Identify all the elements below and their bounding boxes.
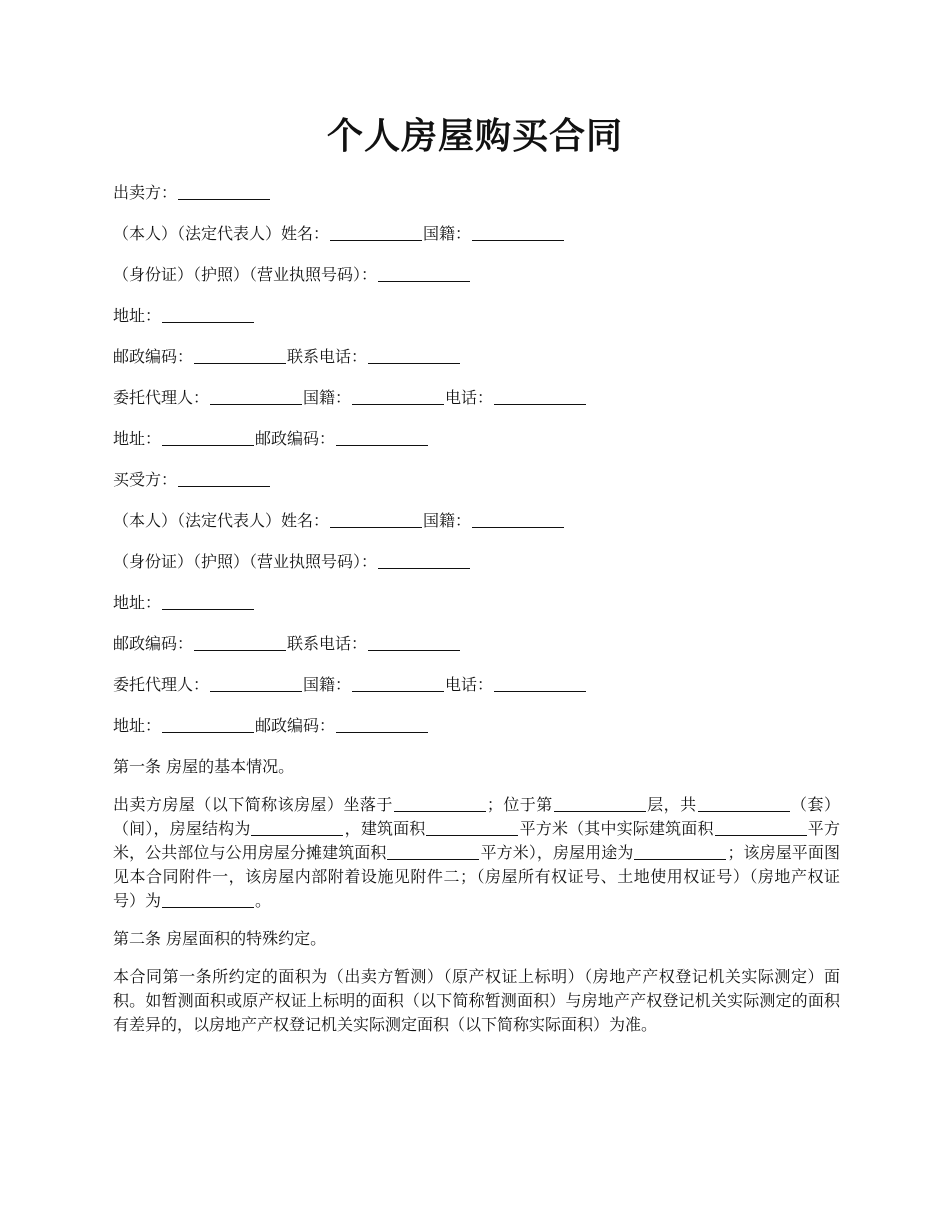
seller-address-blank (162, 306, 254, 323)
article-1-area-blank (426, 819, 518, 836)
buyer-nationality-blank (472, 511, 564, 528)
seller-agent-line (113, 383, 840, 413)
article-1-structure-blank (251, 819, 343, 836)
article-1-text-3: 层，共 (646, 795, 697, 814)
buyer-name-blank (330, 511, 422, 528)
buyer-nationality-label: 国籍： (423, 511, 472, 530)
seller-phone-blank (368, 347, 460, 364)
contract-body (113, 178, 840, 1048)
article-1-text-7: 平方米，公共部位与公用房屋分摊建筑面积 (113, 819, 840, 862)
buyer-party-line (113, 465, 840, 495)
seller-agent-postcode-label: 邮政编码： (255, 429, 336, 448)
buyer-id-label: （身份证）（护照）（营业执照号码）： (113, 552, 378, 571)
seller-agent-postcode-blank (336, 429, 428, 446)
seller-party-label: 出卖方： (113, 183, 178, 202)
seller-name-blank (330, 224, 422, 241)
article-1-actual-area-blank (715, 819, 807, 836)
seller-agent-nationality-blank (352, 388, 444, 405)
seller-agent-address-blank (162, 429, 254, 446)
seller-agent-label: 委托代理人： (113, 388, 210, 407)
article-1-floor-blank (554, 795, 646, 812)
article-1-text-4: （套）（间），房屋结构为 (113, 795, 840, 838)
seller-name-line (113, 219, 840, 249)
buyer-name-line (113, 506, 840, 536)
article-1-total-blank (698, 795, 790, 812)
buyer-agent-phone-label: 电话： (445, 675, 494, 694)
article-1-usage-blank (634, 843, 726, 860)
seller-id-blank (378, 265, 470, 282)
buyer-id-blank (378, 552, 470, 569)
seller-name-label: （本人）（法定代表人）姓名： (113, 224, 330, 243)
article-1-text-1: 出卖方房屋（以下简称该房屋）坐落于 (113, 795, 393, 814)
article-1-text-10: 。 (255, 891, 272, 910)
buyer-agent-label: 委托代理人： (113, 675, 210, 694)
seller-agent-nationality-label: 国籍： (303, 388, 352, 407)
buyer-postcode-label: 邮政编码： (113, 634, 194, 653)
buyer-address-line (113, 588, 840, 618)
buyer-agent-postcode-blank (336, 716, 428, 733)
article-1-shared-area-blank (387, 843, 479, 860)
article-1-location-blank (394, 795, 486, 812)
article-1-text-6: 平方米（其中实际建筑面积 (519, 819, 714, 838)
seller-nationality-blank (472, 224, 564, 241)
buyer-agent-blank (210, 675, 302, 692)
buyer-address-label: 地址： (113, 593, 162, 612)
buyer-phone-label: 联系电话： (287, 634, 368, 653)
seller-address-label: 地址： (113, 306, 162, 325)
buyer-agent-address-line (113, 711, 840, 741)
buyer-agent-address-label: 地址： (113, 716, 162, 735)
buyer-party-label: 买受方： (113, 470, 178, 489)
seller-agent-blank (210, 388, 302, 405)
seller-agent-phone-blank (494, 388, 586, 405)
buyer-agent-nationality-blank (352, 675, 444, 692)
buyer-party-blank (178, 470, 270, 487)
buyer-agent-nationality-label: 国籍： (303, 675, 352, 694)
buyer-postcode-line (113, 629, 840, 659)
article-2-body: 本合同第一条所约定的面积为（出卖方暂测）（原产权证上标明）（房地产产权登记机关实际测定）面积。如暂测面积或原产权证上标明的面积（以下简称暂测面积）与房地产产权登记机关实际测定的面积有差异的，以房地产产权登记机关实际测定面积（以下简称实际面积）为准。 (113, 967, 840, 1034)
buyer-agent-postcode-label: 邮政编码： (255, 716, 336, 735)
seller-agent-address-label: 地址： (113, 429, 162, 448)
buyer-id-line (113, 547, 840, 577)
seller-postcode-blank (194, 347, 286, 364)
seller-id-line (113, 260, 840, 290)
article-1-heading: 第一条 房屋的基本情况。 (113, 757, 295, 776)
buyer-postcode-blank (194, 634, 286, 651)
seller-postcode-label: 邮政编码： (113, 347, 194, 366)
seller-party-blank (178, 183, 270, 200)
buyer-address-blank (162, 593, 254, 610)
article-1-text-2: ；位于第 (486, 795, 553, 814)
seller-phone-label: 联系电话： (287, 347, 368, 366)
buyer-agent-phone-blank (494, 675, 586, 692)
document-title: 个人房屋购买合同 (326, 115, 623, 157)
article-1-text-5: ，建筑面积 (344, 819, 426, 838)
article-1-body (113, 793, 840, 913)
seller-address-line (113, 301, 840, 331)
article-1-certificate-blank (162, 891, 254, 908)
buyer-agent-line (113, 670, 840, 700)
seller-id-label: （身份证）（护照）（营业执照号码）： (113, 265, 378, 284)
buyer-phone-blank (368, 634, 460, 651)
seller-postcode-line (113, 342, 840, 372)
buyer-name-label: （本人）（法定代表人）姓名： (113, 511, 330, 530)
seller-nationality-label: 国籍： (423, 224, 472, 243)
seller-agent-address-line (113, 424, 840, 454)
article-2-heading: 第二条 房屋面积的特殊约定。 (113, 929, 327, 948)
article-1-text-8: 平方米），房屋用途为 (480, 843, 634, 862)
seller-agent-phone-label: 电话： (445, 388, 494, 407)
seller-party-line (113, 178, 840, 208)
buyer-agent-address-blank (162, 716, 254, 733)
article-1-text-9: ；该房屋平面图见本合同附件一，该房屋内部附着设施见附件二；（房屋所有权证号、土地使用权证号）（房地产权证号）为 (113, 843, 840, 910)
